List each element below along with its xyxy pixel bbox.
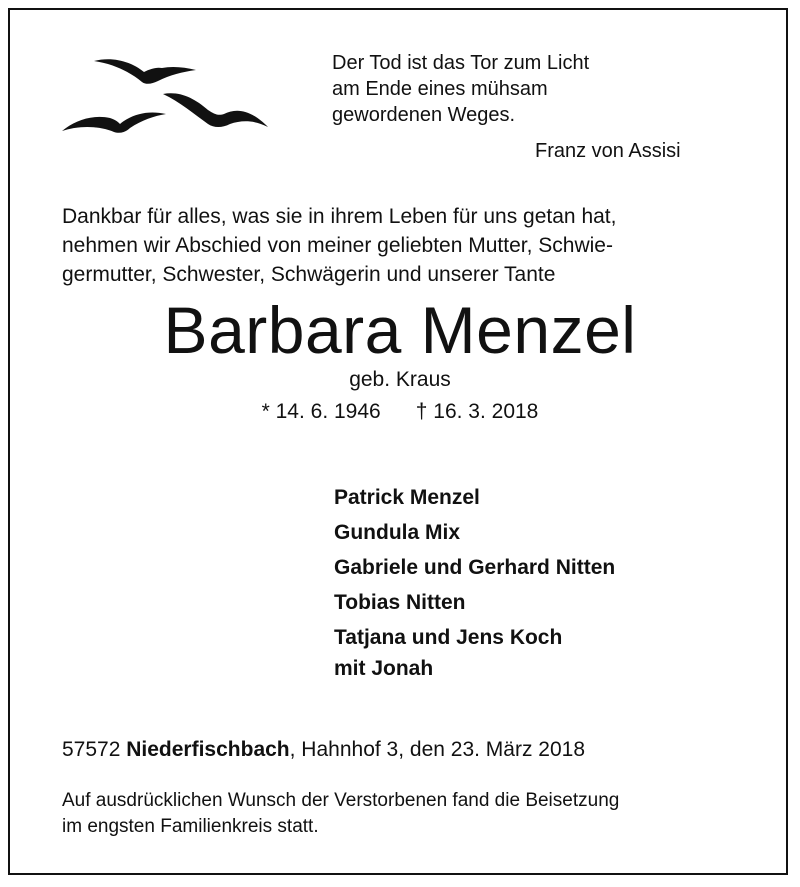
flying-birds-icon [58, 48, 278, 148]
place-and-date [62, 735, 585, 765]
intro-text [62, 202, 616, 289]
intro-line: germutter, Schwester, Schwägerin und unserer Tante [62, 263, 556, 286]
quote [332, 50, 589, 128]
address-and-date: , Hahnhof 3, den 23. März 2018 [289, 738, 586, 761]
mourner-name-continuation: mit Jonah [334, 657, 434, 680]
intro-line: nehmen wir Abschied von meiner geliebten Mutter, Schwie- [62, 234, 613, 257]
zip-code: 57572 [62, 738, 121, 761]
burial-notice [62, 788, 619, 840]
bird-left [62, 112, 166, 132]
bird-right [163, 93, 268, 127]
quote-line: am Ende eines mühsam [332, 78, 548, 100]
life-dates [0, 398, 800, 426]
mourner-name: Tatjana und Jens Koch [334, 626, 563, 649]
quote-line: gewordenen Weges. [332, 104, 516, 126]
bird-top [94, 59, 196, 84]
mourner-name: Tobias Nitten [334, 591, 466, 614]
deceased-name: Barbara Menzel [163, 293, 637, 367]
mourner-name: Gundula Mix [334, 521, 460, 544]
death-date: † 16. 3. 2018 [415, 400, 539, 423]
notice-line: im engsten Familienkreis statt. [62, 816, 319, 837]
maiden-name: geb. Kraus [349, 368, 451, 391]
mourner-name: Patrick Menzel [334, 486, 480, 509]
mourners-list [334, 480, 615, 683]
quote-author: Franz von Assisi [535, 140, 681, 162]
birth-date: * 14. 6. 1946 [261, 400, 381, 423]
intro-line: Dankbar für alles, was sie in ihrem Leben für uns getan hat, [62, 205, 617, 228]
town-name: Niederfischbach [126, 738, 290, 761]
quote-line: Der Tod ist das Tor zum Licht [332, 52, 590, 74]
notice-line: Auf ausdrücklichen Wunsch der Verstorbenen fand die Beisetzung [62, 790, 620, 811]
mourner-name: Gabriele und Gerhard Nitten [334, 556, 616, 579]
